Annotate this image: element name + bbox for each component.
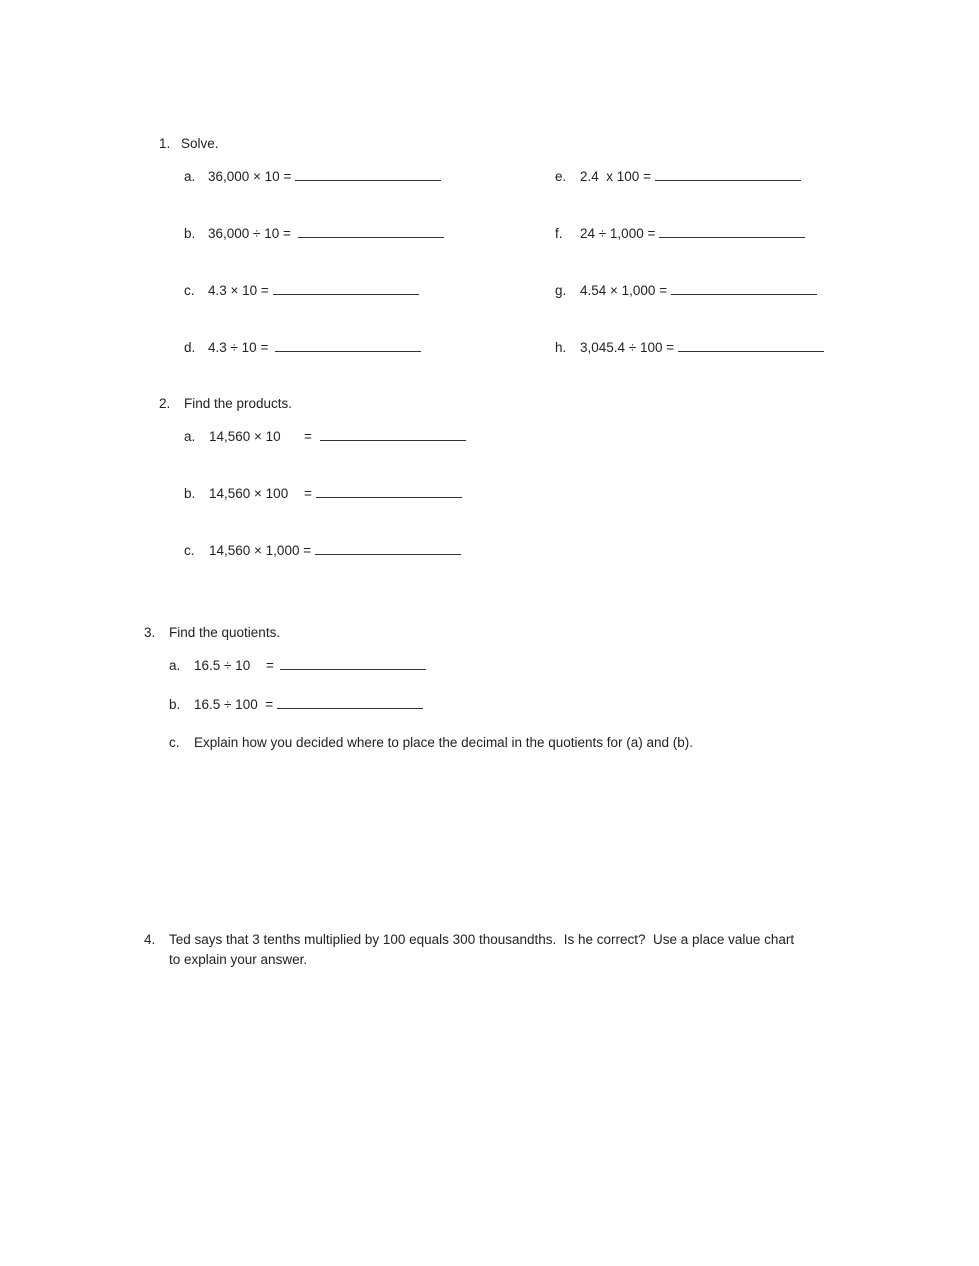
item-letter: b. xyxy=(184,226,196,241)
question-text-line-2: to explain your answer. xyxy=(169,952,308,967)
question-number: 2. xyxy=(159,396,171,411)
item-expression: Explain how you decided where to place the decimal in the quotients for (a) and (b). xyxy=(194,735,694,750)
answer-blank[interactable] xyxy=(678,339,824,352)
item-expression: 14,560 × 100 xyxy=(209,486,289,501)
item-expression: 4.54 × 1,000 = xyxy=(580,283,668,298)
q3-item-b xyxy=(169,696,423,714)
item-letter: c. xyxy=(169,735,180,750)
question-4-line-2 xyxy=(169,951,307,969)
item-letter: c. xyxy=(184,543,195,558)
item-expression: 16.5 ÷ 100 = xyxy=(194,697,274,712)
answer-blank[interactable] xyxy=(320,428,466,441)
item-letter: g. xyxy=(555,283,567,298)
item-expression: 3,045.4 ÷ 100 = xyxy=(580,340,675,355)
equals-sign: = xyxy=(266,658,274,673)
q2-item-a xyxy=(184,428,466,446)
q3-item-a xyxy=(169,657,426,675)
q1-item-f xyxy=(555,225,805,243)
item-expression: 36,000 × 10 = xyxy=(208,169,292,184)
item-letter: a. xyxy=(184,429,196,444)
item-letter: d. xyxy=(184,340,196,355)
q2-item-c xyxy=(184,542,461,560)
answer-blank[interactable] xyxy=(273,282,419,295)
question-prompt: Find the quotients. xyxy=(169,625,281,640)
item-expression: 36,000 ÷ 10 = xyxy=(208,226,291,241)
q1-item-g xyxy=(555,282,817,300)
item-letter: c. xyxy=(184,283,195,298)
question-1 xyxy=(159,135,219,153)
answer-blank[interactable] xyxy=(277,696,423,709)
question-prompt: Solve. xyxy=(181,136,219,151)
q1-item-c xyxy=(184,282,419,300)
item-letter: a. xyxy=(184,169,196,184)
item-letter: a. xyxy=(169,658,181,673)
q1-item-a xyxy=(184,168,441,186)
item-expression: 4.3 ÷ 10 = xyxy=(208,340,269,355)
answer-blank[interactable] xyxy=(295,168,441,181)
item-expression: 4.3 × 10 = xyxy=(208,283,269,298)
equals-sign: = xyxy=(304,486,312,501)
item-expression: 14,560 × 1,000 = xyxy=(209,543,312,558)
question-number: 1. xyxy=(159,136,171,151)
q1-item-d xyxy=(184,339,421,357)
item-letter: b. xyxy=(169,697,181,712)
question-number: 4. xyxy=(144,932,156,947)
answer-blank[interactable] xyxy=(316,485,462,498)
question-number: 3. xyxy=(144,625,156,640)
question-3 xyxy=(144,624,280,642)
answer-blank[interactable] xyxy=(659,225,805,238)
q1-item-e xyxy=(555,168,801,186)
question-2 xyxy=(159,395,292,413)
item-expression: 2.4 x 100 = xyxy=(580,169,651,184)
q1-item-h xyxy=(555,339,824,357)
answer-blank[interactable] xyxy=(671,282,817,295)
answer-blank[interactable] xyxy=(315,542,461,555)
answer-blank[interactable] xyxy=(275,339,421,352)
item-letter: e. xyxy=(555,169,567,184)
answer-blank[interactable] xyxy=(298,225,444,238)
item-expression: 14,560 × 10 xyxy=(209,429,281,444)
answer-blank[interactable] xyxy=(655,168,801,181)
equals-sign: = xyxy=(304,429,312,444)
question-4 xyxy=(144,931,794,949)
item-expression: 16.5 ÷ 10 xyxy=(194,658,251,673)
answer-blank[interactable] xyxy=(280,657,426,670)
q3-item-c xyxy=(169,734,693,752)
question-text-line-1: Ted says that 3 tenths multiplied by 100 equals 300 thousandths. Is he correct? Use a place value chart xyxy=(169,932,795,947)
question-prompt: Find the products. xyxy=(184,396,293,411)
q1-item-b xyxy=(184,225,444,243)
item-expression: 24 ÷ 1,000 = xyxy=(580,226,656,241)
item-letter: h. xyxy=(555,340,567,355)
item-letter: f. xyxy=(555,226,563,241)
item-letter: b. xyxy=(184,486,196,501)
q2-item-b xyxy=(184,485,462,503)
